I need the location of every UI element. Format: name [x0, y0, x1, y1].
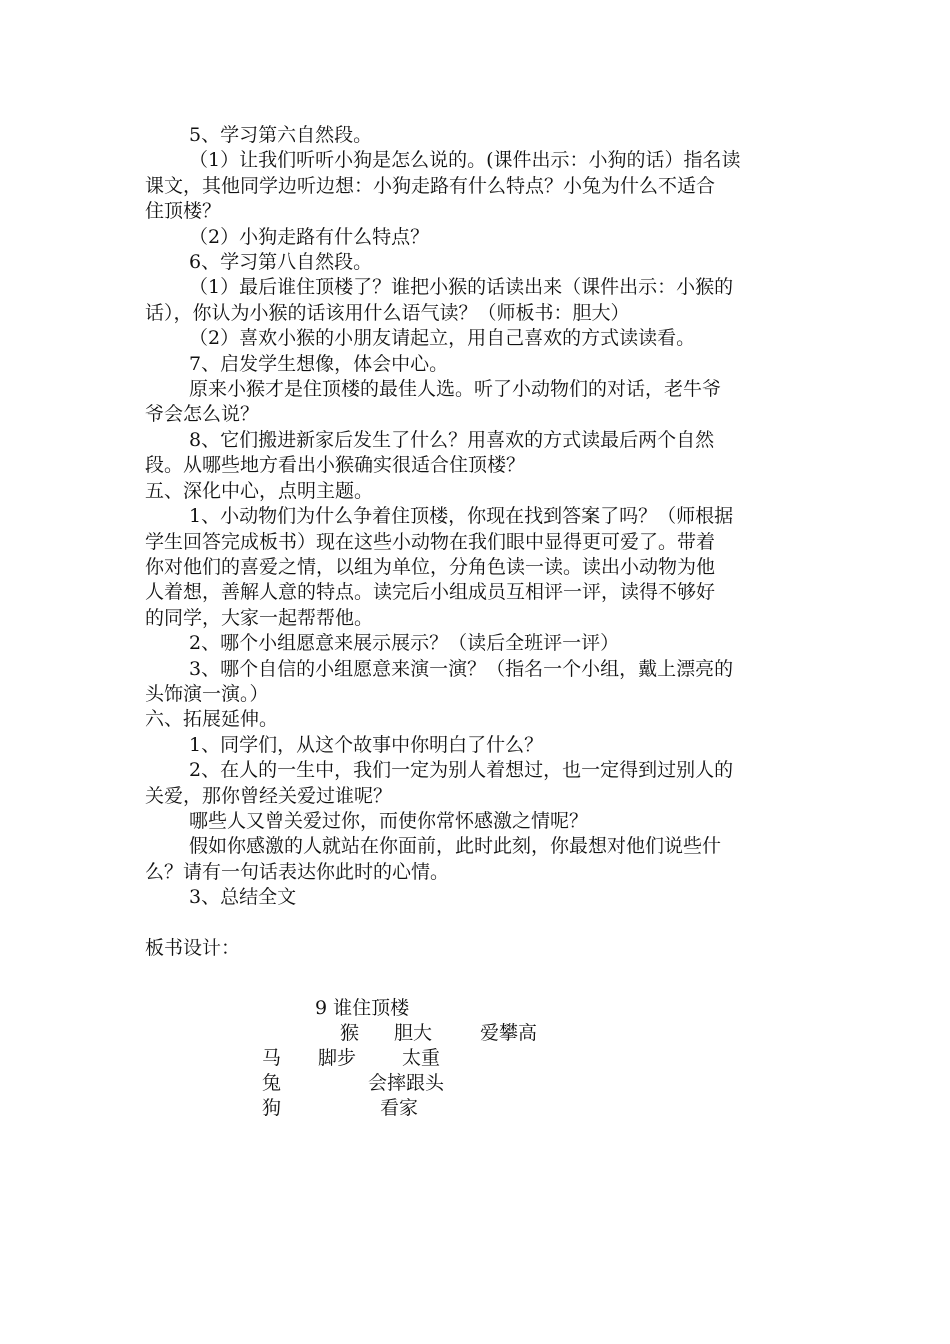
board-title: 9 谁住顶楼 [315, 997, 410, 1019]
text-line: 五、深化中心，点明主题。 [145, 479, 374, 502]
text-line: 原来小猴才是住顶楼的最佳人选。听了小动物们的对话，老牛爷 [189, 378, 722, 401]
board-horse-trait: 脚步 [318, 1047, 357, 1069]
text-line: 5、学习第六自然段。 [189, 124, 373, 146]
text-line: （1）最后谁住顶楼了？谁把小猴的话读出来（课件出示：小猴的 [189, 276, 734, 299]
board-dog-trait: 看家 [380, 1097, 419, 1119]
text-line: （1）让我们听听小狗是怎么说的。(课件出示：小狗的话）指名读 [189, 149, 741, 172]
text-line: 哪些人又曾关爱过你，而使你常怀感激之情呢？ [189, 809, 589, 832]
text-line: 3、总结全文 [189, 886, 297, 909]
text-line: 3、哪个自信的小组愿意来演一演？（指名一个小组，戴上漂亮的 [189, 657, 734, 680]
text-line: 爷会怎么说？ [145, 403, 260, 426]
text-line: 7、启发学生想像，体会中心。 [189, 352, 449, 375]
board-monkey-trait2: 爱攀高 [480, 1022, 538, 1044]
board-dog: 狗 [262, 1097, 282, 1119]
text-line: 头饰演一演。） [145, 682, 269, 705]
text-line: 人着想，善解人意的特点。读完后小组成员互相评一评，读得不够好 [145, 581, 716, 604]
board-horse: 马 [262, 1047, 282, 1069]
text-line: 学生回答完成板书）现在这些小动物在我们眼中显得更可爱了。带着 [145, 530, 716, 553]
text-line: 课文，其他同学边听边想：小狗走路有什么特点？小兔为什么不适合 [145, 174, 716, 197]
text-line: 六、拓展延伸。 [145, 708, 279, 731]
text-line: 么？请有一句话表达你此时的心情。 [145, 860, 450, 883]
text-line: 你对他们的喜爱之情，以组为单位，分角色读一读。读出小动物为他 [145, 555, 716, 578]
text-line: （2）小狗走路有什么特点？ [189, 225, 430, 248]
text-line: （2）喜欢小猴的小朋友请起立，用自己喜欢的方式读读看。 [189, 327, 696, 350]
text-line: 假如你感激的人就站在你面前，此时此刻，你最想对他们说些什 [189, 835, 722, 858]
text-line: 8、它们搬进新家后发生了什么？用喜欢的方式读最后两个自然 [189, 428, 715, 451]
text-line: 1、同学们，从这个故事中你明白了什么？ [189, 733, 544, 756]
board-rabbit-trait: 会摔跟头 [368, 1072, 445, 1094]
text-line: 6、学习第八自然段。 [189, 251, 373, 274]
text-line: 段。从哪些地方看出小猴确实很适合住顶楼？ [145, 454, 526, 477]
text-line: 2、哪个小组愿意来展示展示？（读后全班评一评） [189, 632, 620, 655]
text-line: 关爱，那你曾经关爱过谁呢？ [145, 784, 393, 807]
text-line: 话），你认为小猴的话该用什么语气读？（师板书：胆大） [145, 301, 630, 324]
text-line: 的同学，大家一起帮帮他。 [145, 606, 374, 629]
board-rabbit: 兔 [262, 1072, 282, 1094]
board-monkey-trait: 胆大 [394, 1022, 433, 1044]
text-line: 住顶楼？ [145, 200, 222, 223]
text-line: 2、在人的一生中，我们一定为别人着想过，也一定得到过别人的 [189, 759, 734, 782]
text-line: 1、小动物们为什么争着住顶楼，你现在找到答案了吗？（师根据 [189, 505, 734, 528]
board-monkey: 猴 [340, 1022, 360, 1044]
board-horse-trait2: 太重 [402, 1047, 441, 1069]
text-line: 板书设计： [145, 936, 241, 959]
